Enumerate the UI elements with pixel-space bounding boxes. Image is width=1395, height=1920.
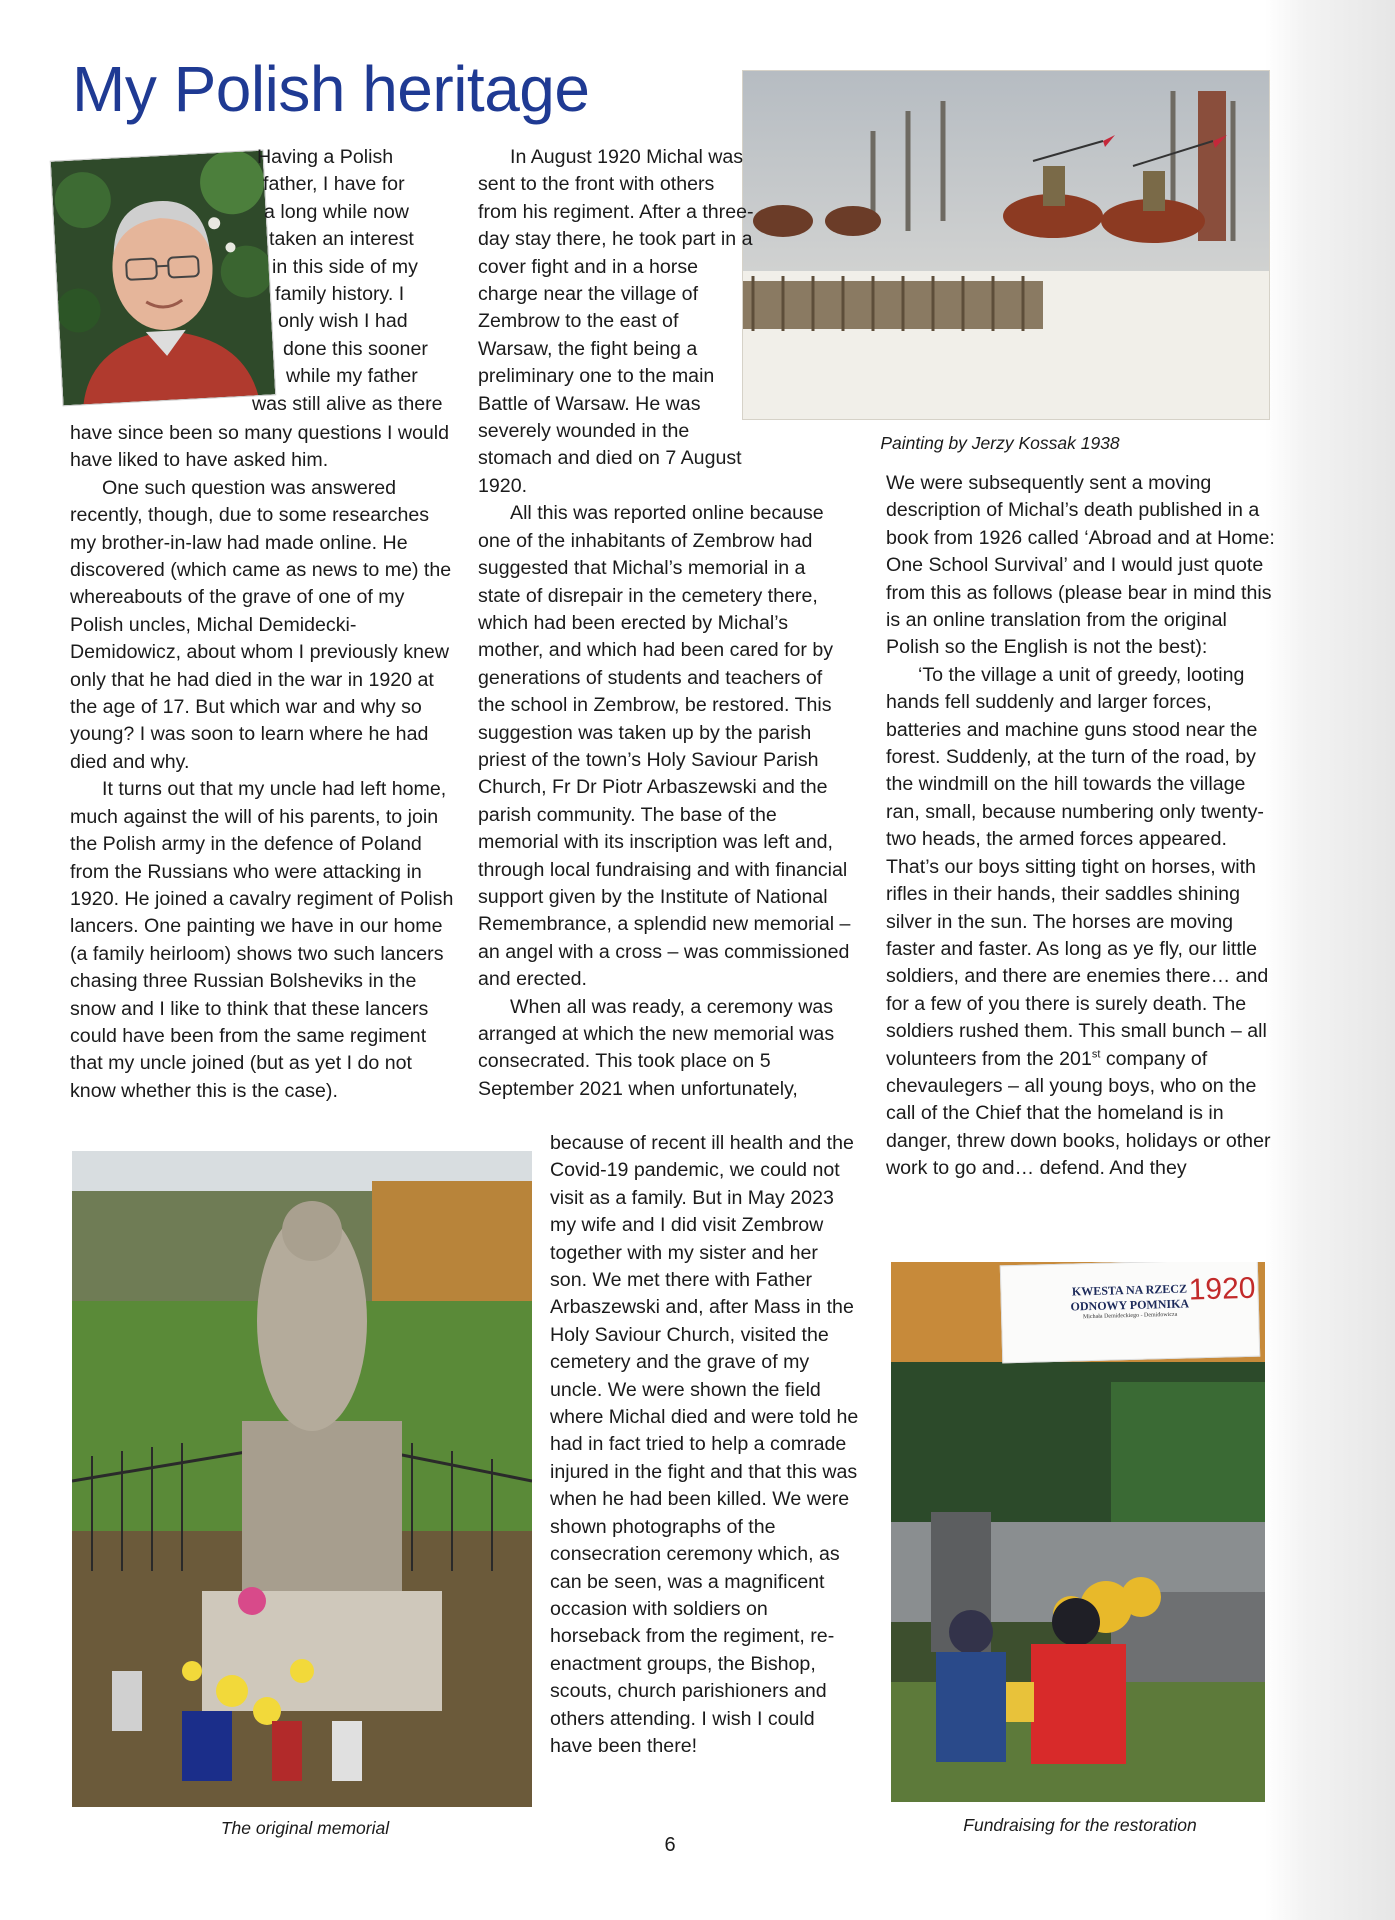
paragraph: We were subsequently sent a moving description of Michal’s death published in a book from 1926 called ‘Abroad and at Home: One School Survival’ and I would just quote from this as follows (please bear in mind this is an online translation from the original Polish so the English is not the best): xyxy=(886,472,1275,659)
paragraph: One such question was answered recently, though, due to some researches my brother-in-law had made online. He discovered (which came as news to me) the whereabouts of the grave of one of my Polish uncles, Michal Demidecki-Demidowicz, about whom I previously knew only that he had died in the war in 1920 at the age of 17. But which war and why so young? I was soon to learn where he had died and why. xyxy=(70,476,452,773)
banner-line: KWESTA NA RZECZ xyxy=(1071,1281,1188,1299)
painting-caption: Painting by Jerzy Kossak 1938 xyxy=(880,433,1120,453)
intro-line: family history. I xyxy=(275,283,405,305)
intro-line: a long while now xyxy=(264,200,409,223)
banner-line: ODNOWY POMNIKA xyxy=(1070,1296,1190,1314)
intro-wrapped-lines xyxy=(70,144,460,420)
paragraph: because of recent ill health and the Covid-19 pandemic, we could not visit as a family. But in May 2023 my wife and I did visit Zembrow together with my sister and her son. We met there with Father Arbaszewski and, after Mass in the Holy Saviour Church, visited the cemetery and the grave of my uncle. We were shown the field where Michal died and were told he had in fact tried to help a comrade injured in the fight and that this was when he had been killed. We were shown photographs of the consecration ceremony which, as can be seen, was a magnificent occasion with soldiers on horseback from the regiment, re-enactment groups, the Bishop, scouts, church parishioners and others attending. I wish I could have been there! xyxy=(550,1132,859,1757)
memorial-caption: The original memorial xyxy=(220,1818,390,1838)
intro-line: only wish I had xyxy=(278,310,408,333)
paragraph xyxy=(886,662,1276,1183)
paragraph: When all was ready, a ceremony was arranged at which the new memorial was consecrated. This took place on 5 September 2021 when unfortunately, xyxy=(478,995,835,1100)
paragraph: It turns out that my uncle had left home, much against the will of his parents, to join the Polish army in the defence of Poland from the Russians who were attacking in 1920. He joined a cavalry regiment of Polish lancers. One painting we have in our home (a family heirloom) shows two such lancers chasing three Russian Bolsheviks in the snow and I like to think that these lancers could have been from the same regiment that my uncle joined (but as yet I do not know whether this is the case). xyxy=(70,778,454,1102)
intro-line: done this sooner xyxy=(283,337,428,360)
paragraph: In August 1920 Michal was sent to the front with others from his regiment. After a three-day stay there, he took part in a cover fight and in a horse charge near the village of Zembrow to the east of Warsaw, the fight being a preliminary one to the main Battle of Warsaw. He was severely wounded in the stomach and died on 7 August 1920. xyxy=(478,146,754,497)
column-2 xyxy=(478,144,852,1103)
intro-line: in this side of my xyxy=(272,255,418,278)
paragraph: have since been so many questions I would have liked to have asked him. xyxy=(70,422,450,472)
memorial-photo xyxy=(72,1151,532,1807)
article-title: My Polish heritage xyxy=(72,53,590,125)
intro-line: while my father xyxy=(286,365,418,388)
intro-line: Having a Polish xyxy=(257,146,394,168)
page-number: 6 xyxy=(664,1834,676,1856)
banner-line: Michała Demideckiego - Demidowicza xyxy=(1082,1311,1178,1321)
memorial-illustration xyxy=(72,1151,532,1807)
intro-line: father, I have for xyxy=(263,173,405,196)
fundraising-caption: Fundraising for the restoration xyxy=(963,1815,1197,1835)
quote-text: ‘To the village a unit of greedy, looting hands fell suddenly and larger forces, batteries and machine guns stood near the forest. Suddenly, at the turn of the road, by the windmill on the hill towards the village ran, small, because numbering only twenty-two heads, the armed forces appeared. That’s our boys sitting tight on horses, with rifles in their hands, their saddles shining silver in the sun. The horses are moving faster and faster. As long as ye fly, our little soldiers, and there are enemies there… and for a few of you there is surely death. The soldiers rushed them. This small bunch – all volunteers from the 201 xyxy=(886,663,1269,1070)
column-1 xyxy=(70,144,460,1105)
intro-line: taken an interest xyxy=(269,228,414,251)
column-3 xyxy=(886,470,1276,1183)
intro-line: was still alive as there xyxy=(252,392,443,415)
column-2-continued xyxy=(550,1130,860,1760)
ordinal-suffix: st xyxy=(1091,1048,1101,1060)
banner-year: 1920 xyxy=(1188,1271,1256,1307)
page-edge-shadow xyxy=(1265,0,1395,1920)
paragraph: All this was reported online because one of the inhabitants of Zembrow had suggested that Michal’s memorial in a state of disrepair in the cemetery there, which had been erected by Michal’s mother, and which had been cared for by generations of students and teachers of the school in Zembrow, be restored. This suggestion was taken up by the parish priest of the town’s Holy Saviour Parish Church, Fr Dr Piotr Arbaszewski and the parish community. The base of the memorial with its inscription was left and, through local fundraising and with financial support given by the Institute of National Remembrance, a splendid new memorial – an angel with a cross – was commissioned and erected. xyxy=(478,502,851,991)
fundraising-banner xyxy=(1000,1262,1260,1363)
fundraising-photo xyxy=(891,1262,1265,1802)
quote-text: company of chevaulegers – all young boys, who on the call of the Chief that the homeland is in danger, threw down books, holidays or other work to go and… defend. And they xyxy=(886,1047,1271,1180)
